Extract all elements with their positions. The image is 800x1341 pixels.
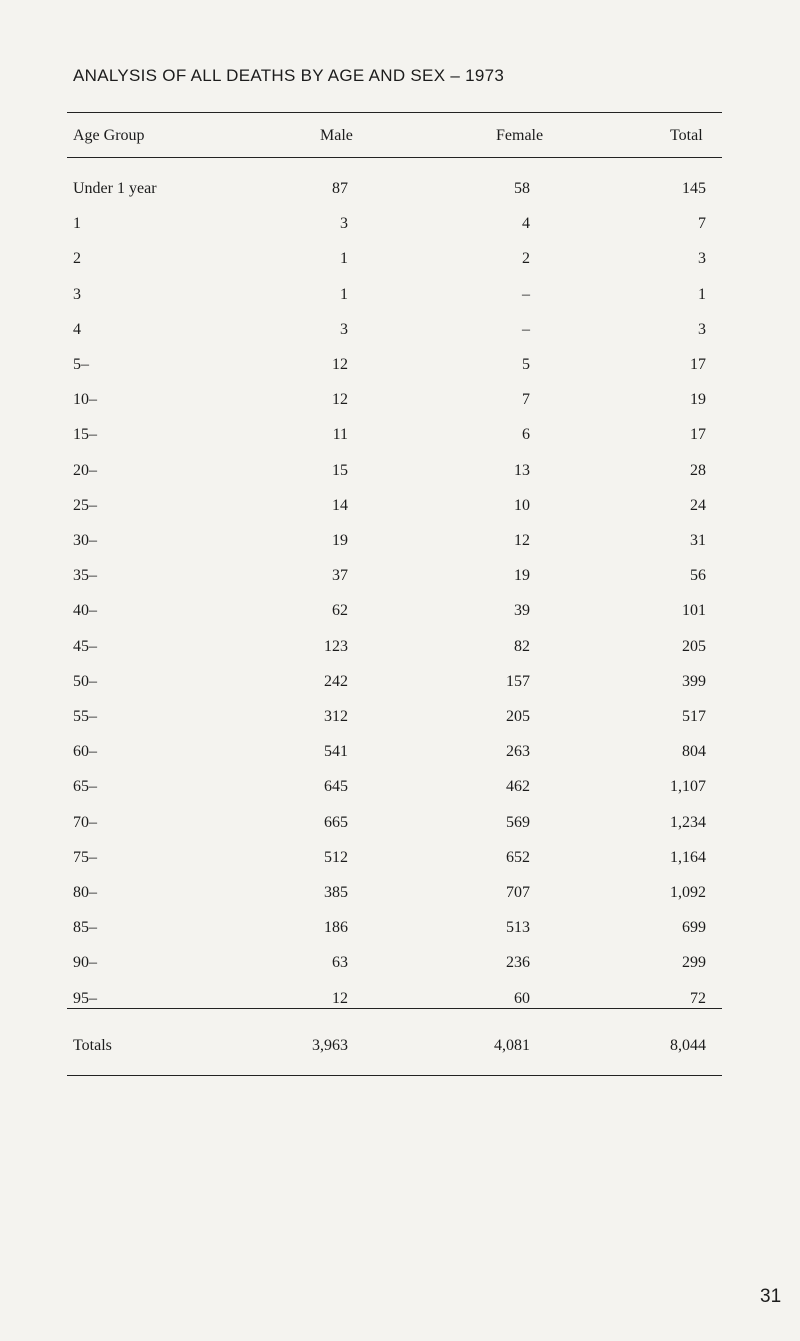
total-cell: 7 xyxy=(698,215,706,233)
table-row xyxy=(0,567,800,589)
age-cell: 65– xyxy=(73,778,97,796)
male-cell: 19 xyxy=(332,532,348,549)
age-cell: 1 xyxy=(73,215,81,233)
total-cell: 24 xyxy=(690,496,706,514)
age-cell: 75– xyxy=(73,848,97,866)
male-cell: 12 xyxy=(332,391,348,409)
male-cell: 11 xyxy=(332,426,348,444)
total-cell: 1,234 xyxy=(670,813,706,831)
table-row xyxy=(0,778,800,800)
age-cell: 15– xyxy=(73,426,97,444)
male-cell: 87 xyxy=(332,180,348,197)
total-cell: 3 xyxy=(698,320,706,338)
female-cell: 707 xyxy=(506,884,530,901)
header-female: Female xyxy=(496,127,544,144)
male-cell: 665 xyxy=(324,813,348,831)
total-cell: 205 xyxy=(682,637,706,655)
female-cell: 13 xyxy=(514,461,530,479)
table-row xyxy=(0,286,800,308)
header-rule xyxy=(67,157,722,158)
female-cell: – xyxy=(522,320,530,338)
female-cell: 58 xyxy=(514,180,530,197)
male-cell: 645 xyxy=(324,778,348,796)
table-row xyxy=(0,602,800,624)
male-cell: 3 xyxy=(340,320,348,338)
page-title: ANALYSIS OF ALL DEATHS BY AGE AND SEX – 1973 xyxy=(73,66,505,85)
male-cell: 62 xyxy=(332,602,348,620)
female-cell: 60 xyxy=(514,989,530,1007)
age-cell: 55– xyxy=(73,708,97,725)
male-cell: 385 xyxy=(324,884,348,901)
totals-top-rule xyxy=(67,1008,722,1009)
female-cell: 82 xyxy=(514,637,530,655)
male-cell: 541 xyxy=(324,743,348,761)
bottom-rule xyxy=(67,1075,722,1076)
table-row xyxy=(0,356,800,378)
table-row xyxy=(0,462,800,484)
male-cell: 1 xyxy=(340,250,348,268)
total-cell: 72 xyxy=(690,989,706,1007)
table-row xyxy=(0,884,800,906)
male-cell: 512 xyxy=(324,848,348,866)
age-cell: 10– xyxy=(73,391,97,409)
total-cell: 17 xyxy=(690,426,706,444)
total-cell: 1,092 xyxy=(670,884,706,901)
totals-label: Totals xyxy=(73,1037,112,1054)
table-row xyxy=(0,743,800,765)
table-row xyxy=(0,250,800,272)
female-cell: 7 xyxy=(522,391,530,409)
age-cell: 35– xyxy=(73,567,97,585)
header-age-group: Age Group xyxy=(73,127,145,144)
page-number: 31 xyxy=(760,1286,782,1307)
female-cell: 2 xyxy=(522,250,530,268)
female-cell: 39 xyxy=(514,602,530,620)
age-cell: 20– xyxy=(73,461,97,479)
total-cell: 299 xyxy=(682,954,706,972)
age-cell: 60– xyxy=(73,743,97,761)
female-cell: 569 xyxy=(506,813,530,831)
top-rule xyxy=(67,112,722,113)
total-cell: 804 xyxy=(682,743,706,761)
male-cell: 123 xyxy=(324,637,348,655)
age-cell: 5– xyxy=(73,356,89,373)
male-cell: 63 xyxy=(332,954,348,972)
totals-female: 4,081 xyxy=(494,1037,530,1054)
female-cell: 4 xyxy=(522,215,530,233)
age-cell: 80– xyxy=(73,884,97,901)
male-cell: 12 xyxy=(332,356,348,373)
age-cell: Under 1 year xyxy=(73,180,157,197)
female-cell: 263 xyxy=(506,743,530,761)
table-row xyxy=(0,497,800,519)
totals-male: 3,963 xyxy=(312,1037,348,1054)
male-cell: 186 xyxy=(324,919,348,937)
header-total: Total xyxy=(670,127,703,144)
total-cell: 56 xyxy=(690,567,706,585)
total-cell: 399 xyxy=(682,672,706,690)
table-row xyxy=(0,708,800,730)
age-cell: 2 xyxy=(73,250,81,268)
total-cell: 101 xyxy=(682,602,706,620)
female-cell: 19 xyxy=(514,567,530,585)
age-cell: 3 xyxy=(73,285,81,303)
age-cell: 70– xyxy=(73,813,97,831)
age-cell: 50– xyxy=(73,672,97,690)
female-cell: 462 xyxy=(506,778,530,796)
header-male: Male xyxy=(320,127,353,144)
male-cell: 3 xyxy=(340,215,348,233)
total-cell: 1,164 xyxy=(670,848,706,866)
totals-row xyxy=(0,1037,800,1059)
table-row xyxy=(0,919,800,941)
table-row xyxy=(0,638,800,660)
total-cell: 3 xyxy=(698,250,706,268)
table-row xyxy=(0,954,800,976)
table-row xyxy=(0,180,800,202)
female-cell: 6 xyxy=(522,426,530,444)
table-row xyxy=(0,532,800,554)
male-cell: 15 xyxy=(332,461,348,479)
female-cell: 513 xyxy=(506,919,530,937)
total-cell: 517 xyxy=(682,708,706,725)
male-cell: 1 xyxy=(340,285,348,303)
total-cell: 19 xyxy=(690,391,706,409)
female-cell: 157 xyxy=(506,672,530,690)
female-cell: 5 xyxy=(522,356,530,373)
age-cell: 40– xyxy=(73,602,97,620)
female-cell: 12 xyxy=(514,532,530,549)
table-row xyxy=(0,215,800,237)
age-cell: 85– xyxy=(73,919,97,937)
female-cell: 205 xyxy=(506,708,530,725)
total-cell: 28 xyxy=(690,461,706,479)
male-cell: 14 xyxy=(332,496,348,514)
total-cell: 145 xyxy=(682,180,706,197)
male-cell: 12 xyxy=(332,989,348,1007)
female-cell: 10 xyxy=(514,496,530,514)
table-row xyxy=(0,849,800,871)
table-row xyxy=(0,321,800,343)
age-cell: 25– xyxy=(73,496,97,514)
total-cell: 17 xyxy=(690,356,706,373)
table-row xyxy=(0,391,800,413)
total-cell: 31 xyxy=(690,532,706,549)
male-cell: 242 xyxy=(324,672,348,690)
totals-total: 8,044 xyxy=(670,1037,706,1054)
female-cell: 652 xyxy=(506,848,530,866)
total-cell: 699 xyxy=(682,919,706,937)
female-cell: 236 xyxy=(506,954,530,972)
male-cell: 312 xyxy=(324,708,348,725)
age-cell: 95– xyxy=(73,989,97,1007)
table-row xyxy=(0,814,800,836)
female-cell: – xyxy=(522,285,530,303)
age-cell: 30– xyxy=(73,532,97,549)
total-cell: 1,107 xyxy=(670,778,706,796)
age-cell: 45– xyxy=(73,637,97,655)
age-cell: 90– xyxy=(73,954,97,972)
total-cell: 1 xyxy=(698,285,706,303)
age-cell: 4 xyxy=(73,320,81,338)
table-row xyxy=(0,673,800,695)
table-row xyxy=(0,426,800,448)
male-cell: 37 xyxy=(332,567,348,585)
